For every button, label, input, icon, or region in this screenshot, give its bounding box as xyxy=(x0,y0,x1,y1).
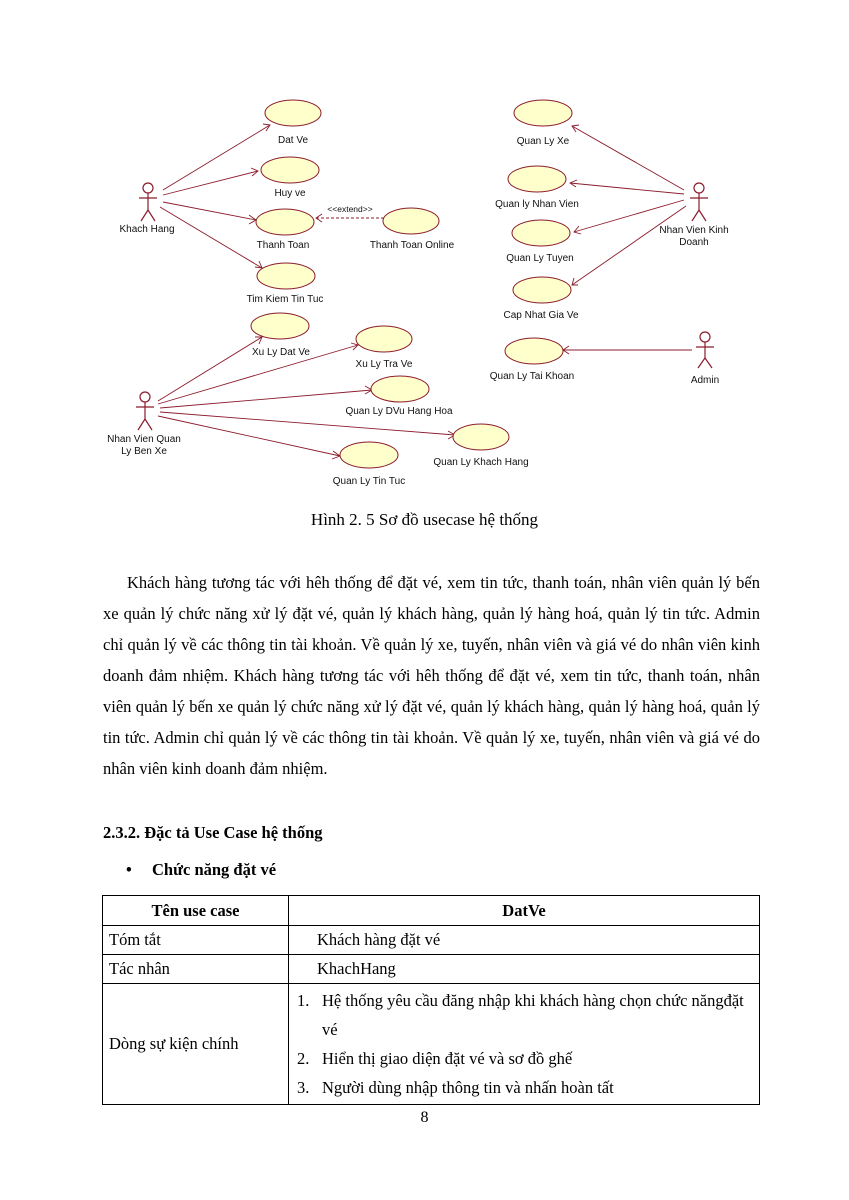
step-text: Hệ thống yêu cầu đăng nhập khi khách hàng chọn chức năngđặt vé xyxy=(322,991,744,1039)
svg-text:Cap Nhat Gia Ve: Cap Nhat Gia Ve xyxy=(503,310,579,321)
svg-text:Quan Ly Xe: Quan Ly Xe xyxy=(516,136,570,147)
usecase-quan-ly-dvu-hang-hoa xyxy=(345,376,453,417)
svg-text:Quan Ly Khach Hang: Quan Ly Khach Hang xyxy=(433,457,529,468)
step-number: 1. xyxy=(297,991,310,1010)
flow-step xyxy=(297,1073,753,1102)
page-number: 8 xyxy=(420,1109,429,1126)
row-value-actor: KhachHang xyxy=(289,955,760,984)
bullet-text: Chức năng đặt vé xyxy=(152,860,277,879)
svg-text:Khach Hang: Khach Hang xyxy=(119,224,175,235)
table-row-main-flow xyxy=(103,984,760,1105)
step-text: Hiển thị giao diện đặt vé và sơ đồ ghế xyxy=(322,1049,573,1068)
usecase-quan-ly-tin-tuc xyxy=(333,442,405,487)
svg-text:Quan Ly Tin Tuc: Quan Ly Tin Tuc xyxy=(332,476,406,487)
svg-text:Thanh Toan: Thanh Toan xyxy=(256,240,310,251)
svg-text:Dat Ve: Dat Ve xyxy=(277,135,309,146)
usecase-xu-ly-dat-ve xyxy=(251,313,310,358)
actor-admin xyxy=(691,332,719,386)
usecase-cap-nhat-gia-ve xyxy=(503,277,578,321)
step-number: 3. xyxy=(297,1078,310,1097)
usecase-tim-kiem-tin-tuc xyxy=(247,263,324,305)
usecase-quan-ly-nhan-vien xyxy=(495,166,579,210)
extend-label xyxy=(327,204,372,214)
svg-text:Nhan Vien Kinh: Nhan Vien Kinh xyxy=(659,225,729,236)
svg-text:Quan ly Nhan Vien: Quan ly Nhan Vien xyxy=(495,199,579,210)
svg-text:Xu Ly Dat Ve: Xu Ly Dat Ve xyxy=(252,347,310,358)
usecase-huy-ve xyxy=(261,157,319,199)
bullet-item xyxy=(126,860,276,880)
svg-text:Admin: Admin xyxy=(690,375,720,386)
table-row xyxy=(103,926,760,955)
svg-text:Tim Kiem Tin Tuc: Tim Kiem Tin Tuc xyxy=(246,294,324,305)
table-row xyxy=(103,955,760,984)
usecase-quan-ly-tuyen xyxy=(506,220,573,264)
svg-text:Xu Ly Tra Ve: Xu Ly Tra Ve xyxy=(355,359,413,370)
step-text: Người dùng nhập thông tin và nhấn hoàn tất xyxy=(322,1078,614,1097)
usecase-dat-ve xyxy=(265,100,321,146)
svg-text:Quan Ly DVu Hang Hoa: Quan Ly DVu Hang Hoa xyxy=(345,406,453,417)
section-heading: 2.3.2. Đặc tả Use Case hệ thống xyxy=(103,823,323,842)
bullet-symbol: • xyxy=(126,860,132,879)
figure-caption: Hình 2. 5 Sơ đồ usecase hệ thống xyxy=(310,510,539,529)
actor-khach-hang xyxy=(119,183,174,235)
usecase-diagram xyxy=(0,0,849,500)
actor-nhan-vien-quan-ly-ben-xe xyxy=(107,392,181,457)
usecase-quan-ly-xe xyxy=(514,100,572,147)
main-flow-steps xyxy=(289,984,760,1105)
svg-text:<<extend>>: <<extend>> xyxy=(327,204,373,214)
flow-step xyxy=(297,1044,753,1073)
svg-text:Huy ve: Huy ve xyxy=(274,188,306,199)
row-value-summary: Khách hàng đặt vé xyxy=(289,926,760,955)
usecase-thanh-toan xyxy=(256,209,314,251)
svg-text:Thanh Toan Online: Thanh Toan Online xyxy=(369,240,455,251)
step-number: 2. xyxy=(297,1049,310,1068)
row-label-summary: Tóm tắt xyxy=(103,926,289,955)
flow-step xyxy=(297,986,753,1044)
svg-text:Quan Ly Tuyen: Quan Ly Tuyen xyxy=(506,253,574,264)
usecase-thanh-toan-online xyxy=(370,208,455,251)
header-usecase-value: DatVe xyxy=(289,896,760,926)
header-usecase-name: Tên use case xyxy=(103,896,289,926)
svg-text:Quan Ly Tai Khoan: Quan Ly Tai Khoan xyxy=(489,371,575,382)
usecase-quan-ly-khach-hang xyxy=(433,424,528,468)
body-paragraph: Khách hàng tương tác với hêh thống để đặt vé, xem tin tức, thanh toán, nhân viên quản lý bến xe quản lý chức năng xử lý đặt vé, quản lý khách hàng, quản lý hàng hoá, quản lý tin tức. Admin chỉ quản lý về các thông tin tài khoản. Về quản lý xe, tuyến, nhân viên và giá vé do nhân viên kinh doanh đảm nhiệm. Khách hàng tương tác với hêh thống để đặt vé, xem tin tức, thanh toán, nhân viên quản lý bến xe quản lý chức năng xử lý đặt vé, quản lý khách hàng, quản lý hàng hoá, quản lý tin tức. Admin chỉ quản lý về các thông tin tài khoản. Về quản lý xe, tuyến, nhân viên và giá vé do nhân viên kinh doanh đảm nhiệm. xyxy=(103,573,760,778)
table-header-row xyxy=(103,896,760,926)
usecase-quan-ly-tai-khoan xyxy=(490,338,575,382)
svg-text:Nhan Vien Quan: Nhan Vien Quan xyxy=(107,434,181,445)
row-label-main-flow: Dòng sự kiện chính xyxy=(103,984,289,1105)
svg-text:Doanh: Doanh xyxy=(679,237,709,248)
usecase-xu-ly-tra-ve xyxy=(356,326,413,370)
row-label-actor: Tác nhân xyxy=(103,955,289,984)
usecase-spec-table xyxy=(102,895,760,1105)
svg-text:Ly Ben Xe: Ly Ben Xe xyxy=(121,446,167,457)
